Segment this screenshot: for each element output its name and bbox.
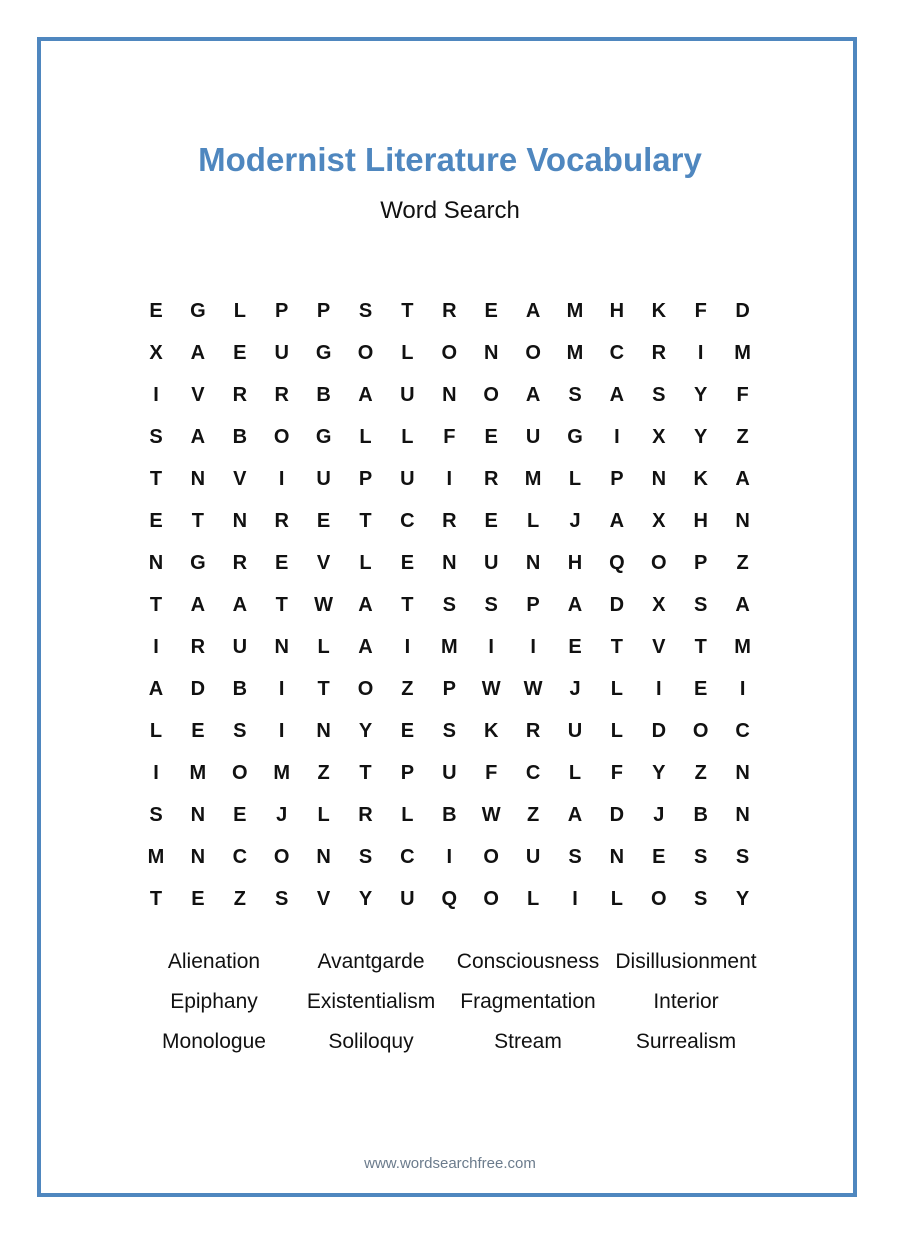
grid-cell: A	[567, 594, 583, 616]
grid-cell: N	[651, 468, 667, 490]
grid-cell: F	[694, 300, 707, 322]
grid-cell: W	[523, 678, 543, 700]
grid-cell: D	[609, 594, 625, 616]
grid-cell: L	[149, 720, 163, 742]
grid-cell: M	[734, 636, 751, 658]
grid-cell: G	[315, 342, 332, 364]
grid-cell: P	[694, 552, 708, 574]
grid-cell: O	[483, 888, 499, 910]
grid-cell: T	[275, 594, 288, 616]
grid-cell: G	[315, 426, 332, 448]
grid-cell: I	[446, 468, 453, 490]
word-list-item: Interior	[653, 990, 719, 1013]
grid-cell: L	[401, 804, 414, 826]
grid-cell: Z	[233, 888, 246, 910]
grid-cell: Z	[736, 426, 749, 448]
grid-cell: C	[609, 342, 625, 364]
grid-cell: L	[401, 426, 414, 448]
grid-cell: P	[610, 468, 624, 490]
grid-cell: I	[153, 762, 159, 784]
grid-cell: C	[400, 510, 415, 532]
word-list-item: Alienation	[167, 950, 261, 973]
grid-cell: O	[232, 762, 248, 784]
grid-cell: R	[190, 636, 206, 658]
grid-cell: X	[652, 426, 666, 448]
grid-cell: B	[316, 384, 331, 406]
grid-cell: D	[190, 678, 206, 700]
grid-cell: O	[441, 342, 458, 364]
grid-cell: V	[316, 552, 331, 574]
grid-cell: N	[525, 552, 541, 574]
grid-cell: Z	[526, 804, 540, 826]
grid-cell: O	[483, 384, 499, 406]
grid-cell: U	[525, 426, 541, 448]
grid-cell: G	[190, 300, 206, 322]
grid-cell: B	[693, 804, 708, 826]
grid-cell: L	[526, 510, 540, 532]
grid-cell: C	[525, 762, 541, 784]
grid-cell: F	[736, 384, 749, 406]
grid-cell: U	[567, 720, 583, 742]
word-list-item: Existentialism	[306, 990, 436, 1013]
grid-cell: S	[233, 720, 247, 742]
page-title: Modernist Literature Vocabulary	[198, 141, 702, 178]
grid-cell: E	[233, 804, 247, 826]
grid-cell: L	[568, 468, 582, 490]
grid-cell: E	[400, 552, 415, 574]
word-list-item: Avantgarde	[317, 950, 425, 973]
grid-cell: T	[610, 636, 623, 658]
grid-cell: N	[442, 552, 457, 574]
grid-cell: K	[693, 468, 708, 490]
grid-cell: P	[442, 678, 456, 700]
grid-cell: R	[232, 552, 248, 574]
grid-cell: S	[149, 426, 163, 448]
grid-cell: U	[316, 468, 331, 490]
grid-cell: A	[735, 594, 750, 616]
grid-cell: O	[651, 552, 667, 574]
grid-cell: I	[278, 678, 285, 700]
grid-cell: I	[153, 384, 159, 406]
grid-cell: E	[149, 300, 163, 322]
grid-cell: U	[442, 762, 457, 784]
grid-cell: T	[359, 510, 372, 532]
grid-cell: E	[568, 636, 582, 658]
grid-cell: R	[442, 510, 457, 532]
grid-cell: T	[149, 468, 163, 490]
grid-cell: V	[316, 888, 331, 910]
grid-cell: M	[524, 468, 542, 490]
grid-cell: S	[735, 846, 750, 868]
grid-cell: D	[651, 720, 667, 742]
grid-cell: H	[693, 510, 708, 532]
grid-cell: Y	[694, 426, 708, 448]
grid-cell: N	[190, 804, 206, 826]
grid-cell: U	[400, 888, 415, 910]
grid-cell: O	[483, 846, 499, 868]
grid-cell: I	[572, 888, 578, 910]
grid-cell: S	[568, 384, 582, 406]
grid-cell: B	[232, 678, 248, 700]
grid-cell: P	[400, 762, 415, 784]
grid-cell: O	[273, 426, 290, 448]
grid-cell: F	[485, 762, 498, 784]
grid-cell: H	[567, 552, 583, 574]
grid-cell: A	[358, 384, 373, 406]
grid-cell: H	[609, 300, 625, 322]
grid-cell: C	[232, 846, 248, 868]
grid-cell: U	[274, 342, 289, 364]
grid-cell: N	[316, 846, 331, 868]
grid-cell: F	[610, 762, 623, 784]
grid-cell: A	[525, 300, 541, 322]
word-list-item: Consciousness	[456, 950, 600, 973]
grid-cell: L	[568, 762, 582, 784]
grid-cell: I	[614, 426, 620, 448]
grid-cell: O	[273, 846, 290, 868]
grid-cell: C	[735, 720, 750, 742]
grid-cell: R	[483, 468, 499, 490]
grid-cell: Z	[736, 552, 749, 574]
grid-cell: Y	[652, 762, 666, 784]
grid-cell: W	[314, 594, 334, 616]
grid-cell: N	[483, 342, 499, 364]
grid-cell: I	[278, 720, 285, 742]
grid-cell: E	[400, 720, 415, 742]
grid-cell: T	[149, 888, 163, 910]
grid-cell: E	[233, 342, 247, 364]
grid-cell: E	[316, 510, 331, 532]
grid-cell: Y	[694, 384, 708, 406]
grid-cell: T	[401, 300, 414, 322]
grid-cell: S	[484, 594, 498, 616]
grid-cell: R	[651, 342, 667, 364]
grid-cell: N	[190, 468, 206, 490]
grid-cell: L	[317, 804, 330, 826]
grid-cell: U	[400, 384, 415, 406]
grid-cell: E	[275, 552, 289, 574]
word-list-item: Soliloquy	[328, 1030, 414, 1053]
grid-cell: A	[148, 678, 164, 700]
grid-cell: O	[692, 720, 709, 742]
footer-url: www.wordsearchfree.com	[364, 1155, 536, 1172]
grid-cell: M	[734, 342, 751, 364]
grid-cell: J	[569, 510, 581, 532]
grid-cell: R	[232, 384, 248, 406]
word-list-item: Disillusionment	[615, 950, 757, 973]
grid-cell: S	[442, 594, 456, 616]
grid-cell: W	[481, 678, 501, 700]
grid-cell: J	[653, 804, 665, 826]
grid-cell: T	[191, 510, 204, 532]
grid-cell: R	[274, 510, 289, 532]
grid-cell: M	[189, 762, 207, 784]
grid-cell: A	[190, 342, 206, 364]
grid-cell: I	[697, 342, 704, 364]
grid-cell: S	[358, 846, 373, 868]
grid-cell: A	[232, 594, 248, 616]
grid-cell: M	[273, 762, 291, 784]
grid-cell: S	[694, 888, 708, 910]
grid-cell: N	[274, 636, 289, 658]
word-list-item: Stream	[494, 1030, 562, 1053]
grid-cell: O	[651, 888, 667, 910]
grid-cell: T	[317, 678, 330, 700]
grid-cell: E	[191, 720, 205, 742]
grid-cell: N	[735, 510, 750, 532]
page-subtitle: Word Search	[380, 197, 520, 224]
word-list-item: Surrealism	[635, 1030, 737, 1053]
grid-cell: O	[525, 342, 541, 364]
grid-cell: I	[404, 636, 411, 658]
grid-cell: S	[442, 720, 456, 742]
grid-cell: Z	[401, 678, 414, 700]
grid-cell: O	[357, 678, 374, 700]
grid-cell: Z	[694, 762, 707, 784]
grid-cell: L	[610, 678, 623, 700]
grid-cell: P	[358, 468, 373, 490]
grid-cell: Q	[609, 552, 625, 574]
grid-cell: V	[652, 636, 666, 658]
grid-cell: M	[440, 636, 458, 658]
grid-cell: S	[358, 300, 373, 322]
grid-cell: J	[276, 804, 288, 826]
grid-cell: F	[443, 426, 456, 448]
grid-cell: U	[232, 636, 248, 658]
grid-cell: U	[400, 468, 415, 490]
grid-cell: N	[232, 510, 248, 532]
grid-cell: G	[567, 426, 583, 448]
grid-cell: G	[190, 552, 206, 574]
grid-cell: S	[652, 384, 666, 406]
grid-cell: I	[488, 636, 494, 658]
grid-cell: R	[525, 720, 541, 742]
grid-cell: X	[652, 510, 666, 532]
grid-cell: A	[735, 468, 750, 490]
grid-cell: I	[530, 636, 536, 658]
grid-cell: I	[153, 636, 159, 658]
grid-cell: R	[358, 804, 373, 826]
grid-cell: A	[190, 426, 206, 448]
grid-cell: E	[484, 510, 498, 532]
grid-cell: A	[525, 384, 541, 406]
grid-cell: O	[357, 342, 374, 364]
grid-cell: R	[274, 384, 289, 406]
grid-cell: S	[149, 804, 163, 826]
grid-cell: I	[446, 846, 453, 868]
grid-cell: K	[483, 720, 499, 742]
grid-cell: N	[442, 384, 457, 406]
grid-cell: L	[233, 300, 246, 322]
grid-cell: U	[525, 846, 541, 868]
word-list-item: Monologue	[162, 1030, 266, 1053]
grid-cell: W	[481, 804, 501, 826]
grid-cell: N	[316, 720, 331, 742]
word-list-item: Epiphany	[170, 990, 258, 1013]
grid-cell: V	[233, 468, 247, 490]
grid-cell: E	[694, 678, 708, 700]
grid-cell: D	[609, 804, 625, 826]
grid-cell: T	[149, 594, 163, 616]
grid-cell: N	[609, 846, 625, 868]
grid-cell: U	[483, 552, 499, 574]
grid-cell: L	[526, 888, 540, 910]
grid-cell: Y	[358, 888, 373, 910]
grid-cell: Q	[441, 888, 458, 910]
grid-cell: L	[610, 888, 623, 910]
grid-cell: L	[359, 552, 372, 574]
grid-cell: I	[656, 678, 662, 700]
grid-cell: R	[442, 300, 457, 322]
grid-cell: E	[652, 846, 666, 868]
grid-cell: A	[358, 594, 373, 616]
grid-cell: J	[569, 678, 581, 700]
grid-cell: X	[149, 342, 163, 364]
grid-cell: P	[526, 594, 540, 616]
grid-cell: I	[739, 678, 746, 700]
grid-cell: K	[651, 300, 667, 322]
grid-cell: Z	[317, 762, 330, 784]
grid-cell: M	[147, 846, 165, 868]
grid-cell: S	[568, 846, 582, 868]
grid-cell: A	[609, 384, 625, 406]
grid-cell: L	[317, 636, 330, 658]
grid-cell: E	[484, 426, 498, 448]
grid-cell: M	[566, 342, 584, 364]
grid-cell: M	[566, 300, 584, 322]
grid-cell: T	[359, 762, 372, 784]
grid-cell: B	[232, 426, 248, 448]
grid-cell: E	[149, 510, 163, 532]
grid-cell: E	[191, 888, 205, 910]
grid-cell: N	[190, 846, 206, 868]
grid-cell: S	[694, 846, 708, 868]
grid-cell: N	[735, 804, 750, 826]
grid-cell: A	[190, 594, 206, 616]
grid-cell: A	[358, 636, 373, 658]
grid-cell: D	[735, 300, 750, 322]
grid-cell: S	[694, 594, 708, 616]
grid-cell: P	[275, 300, 289, 322]
grid-cell: P	[316, 300, 331, 322]
grid-cell: T	[401, 594, 414, 616]
grid-cell: N	[148, 552, 164, 574]
grid-cell: L	[359, 426, 372, 448]
grid-cell: A	[567, 804, 583, 826]
word-list-item: Fragmentation	[460, 990, 596, 1013]
grid-cell: N	[735, 762, 750, 784]
grid-cell: S	[275, 888, 289, 910]
grid-cell: Y	[358, 720, 373, 742]
grid-cell: I	[278, 468, 285, 490]
grid-cell: B	[442, 804, 457, 826]
grid-cell: C	[400, 846, 415, 868]
grid-cell: X	[652, 594, 666, 616]
grid-cell: T	[694, 636, 707, 658]
grid-cell: A	[609, 510, 625, 532]
grid-cell: Y	[735, 888, 750, 910]
grid-cell: E	[484, 300, 498, 322]
grid-cell: V	[191, 384, 205, 406]
grid-cell: L	[401, 342, 414, 364]
grid-cell: L	[610, 720, 623, 742]
